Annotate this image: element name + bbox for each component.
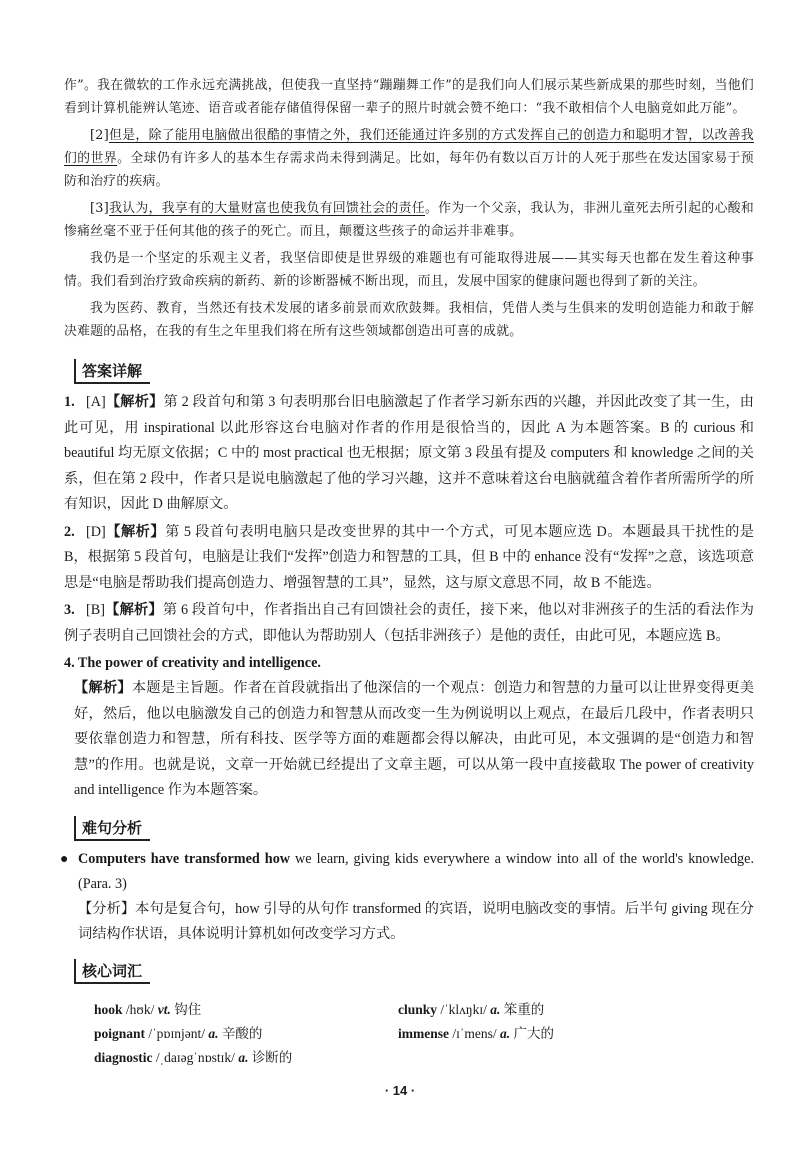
vocab-item [94, 998, 394, 1022]
page-content [60, 74, 754, 1070]
analysis-tag: 【解析】 [74, 680, 132, 696]
analysis-tag: 【解析】 [105, 523, 166, 540]
vocab-meaning: 辛酸的 [218, 1025, 263, 1041]
vocab-phonetic: /hʊk/ [122, 1001, 158, 1017]
translation-paragraph: 作”。我在微软的工作永远充满挑战，但使我一直坚持“蹦蹦舞工作”的是我们向人们展示某些新成果的那些时刻，当他们看到计算机能辨认笔迹、语音或者能存储值得保留一辈子的照片时就会赞不绝口：“我不敢相信个人电脑竟如此万能”。 [64, 78, 754, 116]
sentence-analysis [64, 897, 754, 947]
analysis-text: 本句是复合句，how 引导的从句作 transformed 的宾语，说明电脑改变的事情。后半句 giving 现在分词结构作状语，具体说明计算机如何改变学习方式。 [78, 900, 754, 942]
vocab-word: clunky [398, 1001, 438, 1017]
vocab-phonetic: /ɪˈmens/ [449, 1025, 500, 1041]
vocab-word: immense [398, 1025, 449, 1041]
answer-number: 1. [64, 394, 75, 410]
sentence-bold: Computers have transformed how [78, 850, 291, 867]
answer-number: 2. [64, 523, 75, 540]
vocab-phonetic: /ˈpɒɪnjənt/ [145, 1025, 209, 1041]
paragraph-marker: [3] [90, 201, 110, 216]
translation-paragraph [64, 197, 754, 243]
difficult-section-title: 难句分析 [74, 816, 150, 841]
translation-paragraph [64, 124, 754, 193]
vocab-item [94, 1046, 394, 1070]
underlined-sentence: 我认为，我享有的大量财富也使我负有回馈社会的责任 [109, 201, 425, 216]
answer-4-explanation [64, 676, 754, 804]
underlined-sentence: 但是，除了能用电脑做出很酷的事情之外，我们还能通过许多别的方式发挥自己的创造力和聪明才智，以改善我们的世界 [64, 128, 754, 166]
translation-block [64, 74, 754, 343]
answer-explanation: 第 5 段首句表明电脑只是改变世界的其中一个方式，可见本题应选 D。本题最具干扰性的是 B，根据第 5 段首句，电脑是让我们“发挥”创造力和智慧的工具，但 B 中的 enhance 没有“发挥”之意，该选项意思是“电脑是帮助我们提高创造力、增强智慧的工具”，显然，这与原文意思不同，故 B 不能选。 [64, 523, 754, 591]
vocab-word: hook [94, 1001, 123, 1017]
translation-paragraph: 我为医药、教育，当然还有技术发展的诸多前景而欢欣鼓舞。我相信，凭借人类与生俱来的发明创造能力和敢于解决难题的品格，在我的有生之年里我们将在所有这些领域都创造出可喜的成就。 [64, 301, 754, 339]
vocab-item [398, 998, 698, 1022]
analysis-tag: 【分析】 [78, 900, 136, 917]
vocab-list [94, 998, 754, 1070]
vocab-meaning: 诊断的 [248, 1049, 293, 1065]
answer-item [64, 520, 754, 597]
page-number: · 14 · [384, 1083, 416, 1098]
vocab-phonetic: /ˈklʌŋkɪ/ [437, 1001, 491, 1017]
bullet-icon: ● [60, 851, 69, 867]
answer-explanation: 本题是主旨题。作者在首段就指出了他深信的一个观点：创造力和智慧的力量可以让世界变得更美好，然后，他以电脑激发自己的创造力和智慧从而改变一生为例说明以上观点，在最后几段中，作者表明只要依靠创造力和智慧，所有科技、医学等方面的难题都会得以解决，由此可见，本文强调的是“创造力和智慧”的作用。也就是说，文章一开始就已经提出了文章主题，可以从第一段中直接截取 The power of creativity and intelligence 作为本题答案。 [74, 680, 754, 798]
answer-item [64, 390, 754, 518]
answer-4-heading: 4. The power of creativity and intelligence. [64, 655, 321, 671]
vocab-phonetic: /ˌdaɪəgˈnɒstɪk/ [152, 1049, 239, 1065]
vocab-item [398, 1022, 698, 1046]
answer-letter: [A] [86, 394, 106, 410]
analysis-tag: 【解析】 [104, 602, 163, 618]
vocab-pos: a. [208, 1025, 219, 1041]
difficult-sentence [60, 847, 754, 897]
vocab-item [94, 1022, 394, 1046]
answer-explanation: 第 2 段首句和第 3 句表明那台旧电脑激起了作者学习新东西的兴趣，并因此改变了其一生，由此可见，用 inspirational 以此形容这台电脑对作者的作用是很恰当的，因此 A 为本题答案。B 的 curious 和 beautiful 均无原文依据；C 中的 most practical 也无根据；原文第 3 段虽有提及 computers 和 knowledge 之间的关系，但在第 2 段中，作者只是说电脑激起了他的学习兴趣，这并不意味着这台电脑就蕴含着作者所需所学的所有知识，因此 D 曲解原文。 [64, 394, 754, 512]
translation-text: 。作为一个父亲，我认为，非洲儿童死去所引起的心酸和惨痛丝毫不亚于任何其他的孩子的死亡。而且，颠覆这些孩子的命运并非难事。 [64, 201, 754, 239]
vocab-meaning: 笨重的 [500, 1001, 545, 1017]
answer-letter: [D] [86, 523, 106, 540]
answer-explanation: 第 6 段首句中，作者指出自己有回馈社会的责任，接下来，他以对非洲孩子的生活的看法作为例子表明自己回馈社会的方式，即他认为帮助别人（包括非洲孩子）是他的责任，由此可见，本题应选 B。 [64, 602, 754, 644]
paragraph-marker: [2] [90, 128, 110, 143]
vocab-section-title: 核心词汇 [74, 959, 150, 984]
vocab-pos: a. [500, 1025, 511, 1041]
answer-number: 3. [64, 602, 75, 618]
vocab-meaning: 钩住 [170, 1001, 202, 1017]
vocab-pos: a. [238, 1049, 249, 1065]
vocab-meaning: 广大的 [510, 1025, 554, 1041]
answers-list [64, 390, 754, 804]
answer-item [64, 598, 754, 649]
sentence-rest: we learn, giving kids everywhere a window into all of the world's knowledge. (Para. 3) [78, 850, 754, 892]
vocab-word: diagnostic [94, 1049, 153, 1065]
vocab-pos: vt. [157, 1001, 171, 1017]
translation-paragraph: 我仍是一个坚定的乐观主义者，我坚信即使是世界级的难题也有可能取得进展——其实每天也都在发生着这种事情。我们看到治疗致命疾病的新药、新的诊断器械不断出现，而且，发展中国家的健康问题也得到了新的关注。 [64, 251, 754, 289]
vocab-pos: a. [490, 1001, 501, 1017]
translation-text: 。全球仍有许多人的基本生存需求尚未得到满足。比如，每年仍有数以百万计的人死于那些在发达国家易于预防和治疗的疾病。 [64, 151, 754, 189]
vocab-word: poignant [94, 1025, 146, 1041]
answers-section-title: 答案详解 [74, 359, 150, 384]
analysis-tag: 【解析】 [105, 394, 164, 410]
answer-letter: [B] [86, 602, 105, 618]
